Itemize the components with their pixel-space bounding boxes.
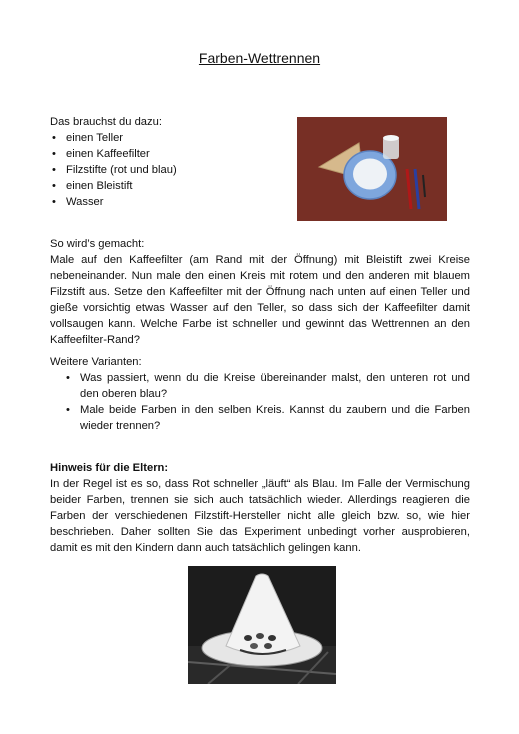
parents-note-heading: Hinweis für die Eltern: <box>50 462 169 474</box>
instructions-heading: So wird’s gemacht: <box>50 238 145 250</box>
list-item: • Male beide Farben in den selben Kreis. Kannst du zaubern und die Farben wieder trennen? <box>64 402 470 434</box>
filter-cone-photo <box>188 566 336 684</box>
list-item: • einen Kaffeefilter <box>50 146 280 162</box>
variants-list <box>50 370 470 434</box>
instructions-text: Male auf den Kaffeefilter (am Rand mit der Öffnung) mit Bleistift zwei Kreise nebeneinander. Nun male den einen Kreis mit rotem und den anderen mit blauem Filzstift aus. Setze den Kaffeefilter mit der Öffnung nach unten auf einen Teller und gieße vorsichtig etwas Wasser auf den Teller, so dass sich der Kaffeefilter damit vollsaugen kann. Welche Farbe ist schneller und gewinnt das Wettrennen an den Kaffeefilter-Rand? <box>50 254 470 346</box>
materials-list <box>50 130 280 210</box>
materials-section <box>50 114 280 210</box>
parents-note-text: In der Regel ist es so, dass Rot schneller „läuft“ als Blau. Im Falle der Vermischung beider Farben, trennen sie sich auch tatsächlich wieder. Allerdings reagieren die Farben der verschiedenen Filzstift-Hersteller nicht alle gleich bzw. so, wie hier beschrieben. Daher sollten Sie das Experiment unbedingt vorher ausprobieren, damit es mit den Kindern dann auch tatsächlich gelingen kann. <box>50 478 470 554</box>
variants-section <box>50 354 470 434</box>
parents-note-section <box>50 460 470 556</box>
list-item: • einen Teller <box>50 130 280 146</box>
list-item: • Was passiert, wenn du die Kreise übereinander malst, den unteren rot und den oberen blau? <box>64 370 470 402</box>
materials-photo <box>297 117 447 221</box>
list-item: • einen Bleistift <box>50 178 280 194</box>
instructions-section <box>50 236 470 348</box>
list-item: • Filzstifte (rot und blau) <box>50 162 280 178</box>
page-title: Farben-Wettrennen <box>198 50 321 66</box>
glass-image <box>383 135 399 159</box>
variants-heading: Weitere Varianten: <box>50 356 142 368</box>
materials-heading: Das brauchst du dazu: <box>50 116 162 128</box>
list-item: • Wasser <box>50 194 280 210</box>
